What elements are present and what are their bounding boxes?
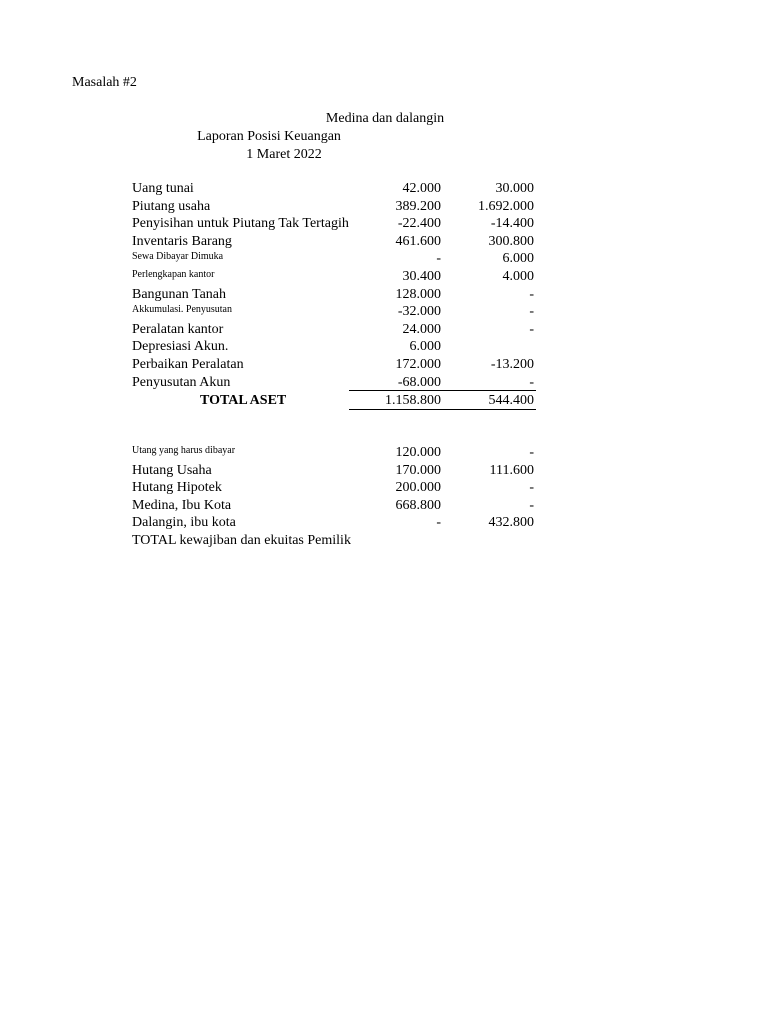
row-label: Perbaikan Peralatan	[132, 357, 244, 372]
row-value-col1: 6.000	[409, 339, 441, 355]
total-assets-line-col2	[442, 390, 536, 391]
row-label: Penyusutan Akun	[132, 374, 231, 390]
total-assets-col2: 544.400	[488, 393, 534, 408]
total-assets-underline	[349, 409, 536, 410]
total-assets-line-col1	[349, 390, 442, 391]
table-row	[0, 480, 768, 498]
row-value-col1: 172.000	[395, 357, 441, 372]
total-assets-col1: 1.158.800	[385, 393, 441, 408]
row-label: Perlengkapan kantor	[132, 269, 215, 280]
row-value-col2: 4.000	[502, 269, 534, 284]
table-row	[0, 463, 768, 481]
row-value-col2: -	[529, 286, 534, 302]
row-value-col1: 170.000	[395, 462, 441, 478]
row-value-col1: 200.000	[395, 480, 441, 496]
company-name: Medina dan dalangin	[325, 111, 445, 126]
row-value-col1: 461.600	[395, 233, 441, 249]
row-value-col1: -	[436, 515, 441, 531]
row-value-col2: -14.400	[490, 216, 534, 232]
row-label: Utang yang harus dibayar	[132, 445, 236, 456]
table-row	[0, 515, 768, 533]
row-label: Sewa Dibayar Dimuka	[132, 251, 224, 263]
row-value-col1: 389.200	[395, 198, 441, 214]
table-row	[0, 199, 768, 217]
row-value-col2: 30.000	[495, 181, 534, 196]
total-liabilities-row	[0, 533, 768, 551]
row-label: Hutang Hipotek	[132, 480, 222, 496]
row-value-col1: -32.000	[397, 304, 441, 320]
row-value-col2: -	[529, 321, 534, 337]
row-value-col2: -13.200	[490, 357, 534, 372]
row-value-col2: 432.800	[488, 515, 534, 531]
row-value-col2: -	[529, 304, 534, 320]
report-date: 1 Maret 2022	[246, 147, 322, 162]
row-label: Peralatan kantor	[132, 321, 224, 337]
row-label: Piutang usaha	[132, 198, 211, 214]
row-value-col1: 24.000	[402, 321, 441, 337]
row-value-col1: 128.000	[395, 286, 441, 302]
row-label: Depresiasi Akun.	[132, 339, 229, 355]
row-value-col1: -22.400	[397, 216, 441, 232]
row-label: Inventaris Barang	[132, 233, 232, 249]
row-value-col1: -	[436, 251, 441, 267]
row-value-col2: -	[529, 497, 534, 513]
problem-label: Masalah #2	[72, 75, 137, 90]
row-value-col1: -68.000	[397, 374, 441, 390]
table-row	[0, 322, 768, 340]
table-row	[0, 498, 768, 516]
row-value-col2: -	[529, 480, 534, 496]
row-label: Dalangin, ibu kota	[132, 515, 236, 531]
row-label: Hutang Usaha	[132, 462, 212, 478]
table-row	[0, 251, 768, 269]
row-label: Penyisihan untuk Piutang Tak Tertagih	[132, 216, 349, 232]
row-label: Akkumulasi. Penyusutan	[132, 304, 232, 316]
table-row	[0, 287, 768, 305]
report-title: Laporan Posisi Keuangan	[197, 129, 341, 144]
row-value-col2: 111.600	[489, 462, 534, 478]
row-label: Uang tunai	[132, 181, 194, 196]
row-value-col1: 30.400	[402, 269, 441, 284]
total-assets-label: TOTAL ASET	[200, 393, 287, 408]
row-value-col2: 1.692.000	[478, 198, 534, 214]
total-assets-row	[0, 393, 768, 411]
table-row	[0, 181, 768, 199]
table-row	[0, 339, 768, 357]
row-label: Medina, Ibu Kota	[132, 497, 232, 513]
table-row	[0, 216, 768, 234]
table-row	[0, 269, 768, 287]
row-label: Bangunan Tanah	[132, 286, 227, 302]
row-value-col2: -	[529, 445, 534, 460]
table-row	[0, 234, 768, 252]
table-row	[0, 304, 768, 322]
table-row	[0, 357, 768, 375]
row-value-col1: 668.800	[395, 497, 441, 513]
table-row	[0, 445, 768, 463]
total-liabilities-label: TOTAL kewajiban dan ekuitas Pemilik	[132, 533, 351, 548]
row-value-col1: 42.000	[402, 181, 441, 196]
row-value-col1: 120.000	[395, 445, 441, 460]
row-value-col2: -	[529, 374, 534, 390]
row-value-col2: 6.000	[502, 251, 534, 267]
row-value-col2: 300.800	[488, 233, 534, 249]
